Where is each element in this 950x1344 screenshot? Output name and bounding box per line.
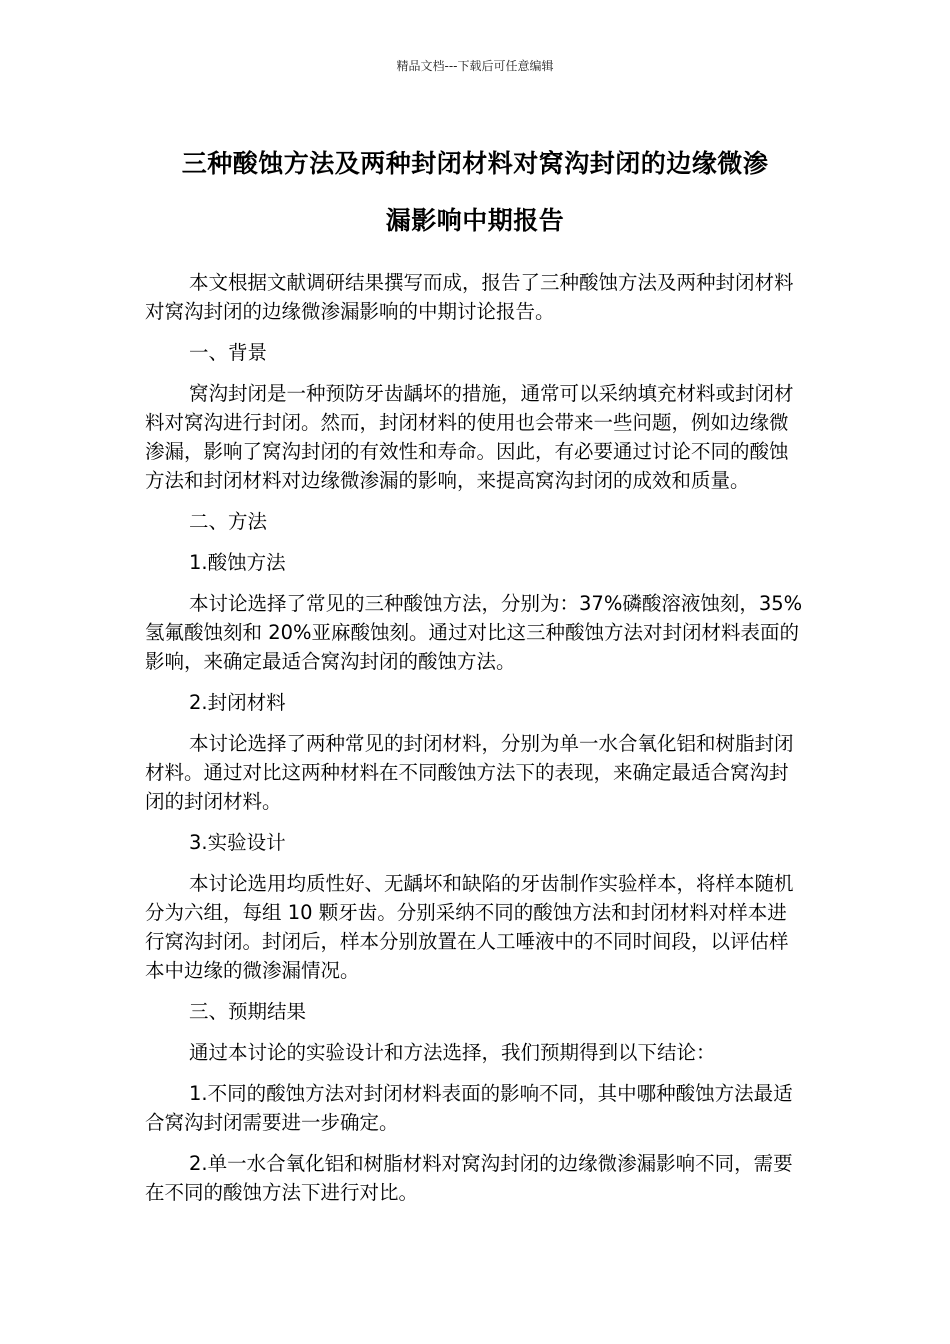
paragraph-expected-intro: 通过本讨论的实验设计和方法选择，我们预期得到以下结论： xyxy=(189,1041,716,1064)
paragraph-etching-methods: 本讨论选择了常见的三种酸蚀方法，分别为：37%磷酸溶液蚀刻，35%氢氟酸蚀刻和 20%亚麻酸蚀刻。通过对比这三种酸蚀方法对封闭材料表面的影响，来确定最适合窝沟封闭的酸蚀方法。 xyxy=(145,592,803,673)
paragraph-expected-1: 1.不同的酸蚀方法对封闭材料表面的影响不同，其中哪种酸蚀方法最适合窝沟封闭需要进一步确定。 xyxy=(145,1082,793,1134)
paragraph-background: 窝沟封闭是一种预防牙齿龋坏的措施，通常可以采纳填充材料或封闭材料对窝沟进行封闭。然而，封闭材料的使用也会带来一些问题，例如边缘微渗漏，影响了窝沟封闭的有效性和寿命。因此，有必要通过讨论不同的酸蚀方法和封闭材料对边缘微渗漏的影响，来提高窝沟封闭的成效和质量。 xyxy=(145,382,794,492)
paragraph-expected-2: 2.单一水合氧化铝和树脂材料对窝沟封闭的边缘微渗漏影响不同，需要在不同的酸蚀方法下进行对比。 xyxy=(145,1152,793,1204)
document-title xyxy=(138,135,812,249)
subheading-sealing-materials: 2.封闭材料 xyxy=(189,691,286,714)
paragraph-experiment-design: 本讨论选用均质性好、无龋坏和缺陷的牙齿制作实验样本，将样本随机分为六组，每组 10 颗牙齿。分别采纳不同的酸蚀方法和封闭材料对样本进行窝沟封闭。封闭后，样本分别放置在人工唾液中的不同时间段，以评估样本中边缘的微渗漏情况。 xyxy=(145,872,794,982)
heading-methods: 二、方法 xyxy=(189,510,268,533)
paragraph-intro: 本文根据文献调研结果撰写而成，报告了三种酸蚀方法及两种封闭材料对窝沟封闭的边缘微渗漏影响的中期讨论报告。 xyxy=(145,271,794,323)
heading-expected-results: 三、预期结果 xyxy=(189,1000,307,1023)
subheading-experiment-design: 3.实验设计 xyxy=(189,831,286,854)
title-line-1: 三种酸蚀方法及两种封闭材料对窝沟封闭的边缘微渗 xyxy=(181,149,769,178)
heading-background: 一、背景 xyxy=(189,341,268,364)
document-body xyxy=(145,268,805,1219)
title-line-2: 漏影响中期报告 xyxy=(385,206,565,235)
page-header: 精品文档---下载后可任意编辑 xyxy=(396,59,554,73)
subheading-etching-methods: 1.酸蚀方法 xyxy=(189,551,286,574)
paragraph-sealing-materials: 本讨论选择了两种常见的封闭材料，分别为单一水合氧化铝和树脂封闭材料。通过对比这两种材料在不同酸蚀方法下的表现，来确定最适合窝沟封闭的封闭材料。 xyxy=(145,732,794,813)
